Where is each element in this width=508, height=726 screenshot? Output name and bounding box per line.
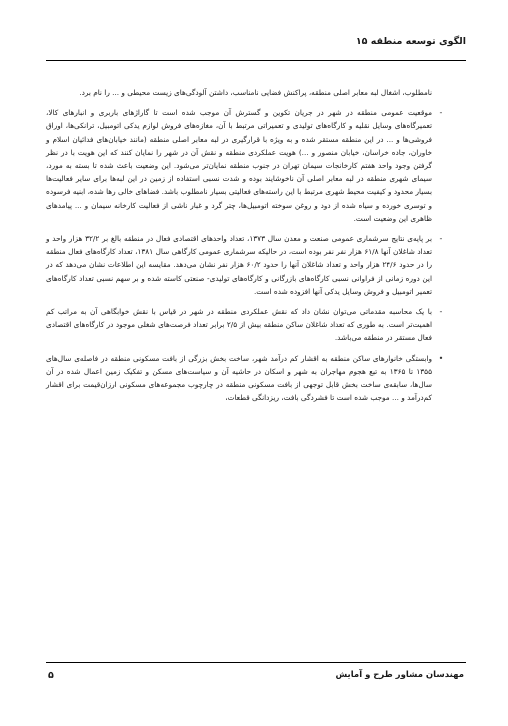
list-item — [46, 232, 446, 298]
list-item — [46, 352, 446, 405]
bullet-marker: • — [438, 353, 444, 363]
list-item-text: با یک محاسبه مقدماتی می‌توان نشان داد که نقش عملکردی منطقه در شهر در قیاس با نقش خوابگاهی آن به مراتب کم اهمیت‌تر است. به طوری که تعداد شاغلان ساکن منطقه بیش از ۲/۵ برابر تعداد فرصت‌های شغلی موجود در کارگاه‌های اقتصادی فعال مستقر در منطقه می‌باشد. — [46, 307, 432, 343]
list-item-text: وابستگی خانوارهای ساکن منطقه به اقشار کم درآمد شهر، ساخت بخش بزرگی از بافت مسکونی منطقه در فاصله‌ی سال‌های ۱۳۵۵ تا ۱۳۶۵ به تبع هجوم مهاجران به شهر و اسکان در حاشیه آن و سیاست‌های مسکن و تفکیک زمین اعمال شده در آن سال‌ها، سابقه‌ی ساخت بخش قابل توجهی از بافت مسکونی منطقه در چارچوب مجموعه‌های مسکونی ارزان‌قیمت برای اقشار کم‌درآمد و ... موجب شده است تا فشردگی بافت، ریزدانگی قطعات، — [46, 353, 432, 403]
body-text — [46, 86, 446, 411]
list-item-text: بر پایه‌ی نتایج سرشماری عمومی صنعت و معدن سال ۱۳۷۳، تعداد واحدهای اقتصادی فعال در منطقه بالغ بر ۳۲/۲ هزار واحد و تعداد شاغلان آنها ۶۱/۸ هزار نفر نفر بوده است، در حالیکه سرشماری عمومی کارگاهی سال ۱۳۸۱، تعداد کارگاه‌های فعال منطقه را در حدود ۲۴/۶ هزار واحد و تعداد شاغلان آنها را حدود ۶۰/۲ هزار نفر نشان می‌دهد. مقایسه این اطلاعات نشان می‌دهد که در این دوره زمانی از فراوانی نسبی کارگاه‌های بازرگانی و کارگاه‌های تولیدی- صنعتی کاسته شده و بر سهم نسبی تعداد کارگاه‌های تعمیر اتومبیل و فروش وسایل یدکی آنها افزوده شده است. — [46, 234, 432, 296]
bullet-marker: - — [439, 307, 443, 317]
page-number: ۵ — [48, 670, 54, 681]
footer-rule — [46, 662, 466, 663]
intro-paragraph: نامطلوب، اشغال لبه معابر اصلی منطقه، پراکنش فضایی نامناسب، داشتن آلودگی‌های زیست محیطی و ... را نام برد. — [79, 88, 432, 97]
list-item — [46, 305, 446, 345]
running-footer: مهندسان مشاور طرح و آمایش — [335, 670, 464, 680]
list-item — [46, 106, 446, 225]
header-rule — [46, 60, 466, 61]
bullet-marker: - — [439, 234, 443, 244]
list-item-text: موقعیت عمومی منطقه در شهر در جریان تکوین و گسترش آن موجب شده است تا گاراژهای باربری و انبارهای کالا، تعمیرگاه‌های وسایل نقلیه و کارگاه‌های تولیدی و تعمیراتی مرتبط با آن، مغازه‌های فروش لوازم یدکی اتومبیل، ترانکی‌ها، اوراق فروشی‌ها و ... در این منطقه مستقر شده و به ویژه با قرارگیری در لبه معابر اصلی منطقه (مانند خیابان‌های فدائیان اسلام و خاوران، جاده خراسان، خیابان منصور و ...) هویت عملکردی منطقه و نقش آن در شهر را نمایان کنند که این هویت با در نظر گرفتن وجود واحد هفتم کارخانجات سیمان تهران در جنوب منطقه نمایان‌تر می‌شود. این وضعیت باعث شده تا بسته به مورد، سیمای شهری منطقه در لبه معابر اصلی آن ناخوشایند بوده و شدت نسبی استفاده از زمین در این لبه‌ها برای سایر فعالیت‌ها بسیار محدود و کیفیت محیط شهری مرتبط با این راسته‌های فعالیتی بسیار نامطلوب باشد. فضاهای خالی رها شده، ابنیه فرسوده و توسری خورده و سیاه شده از دود و روغن سوخته اتومبیل‌ها، چتر گرد و غبار ناشی از فعالیت کارخانه سیمان و ... پیامدهای ظاهری این وضعیت است. — [46, 108, 432, 223]
running-header: الگوی توسعه منطقه ۱۵ — [355, 36, 466, 47]
bullet-marker: - — [439, 108, 443, 118]
